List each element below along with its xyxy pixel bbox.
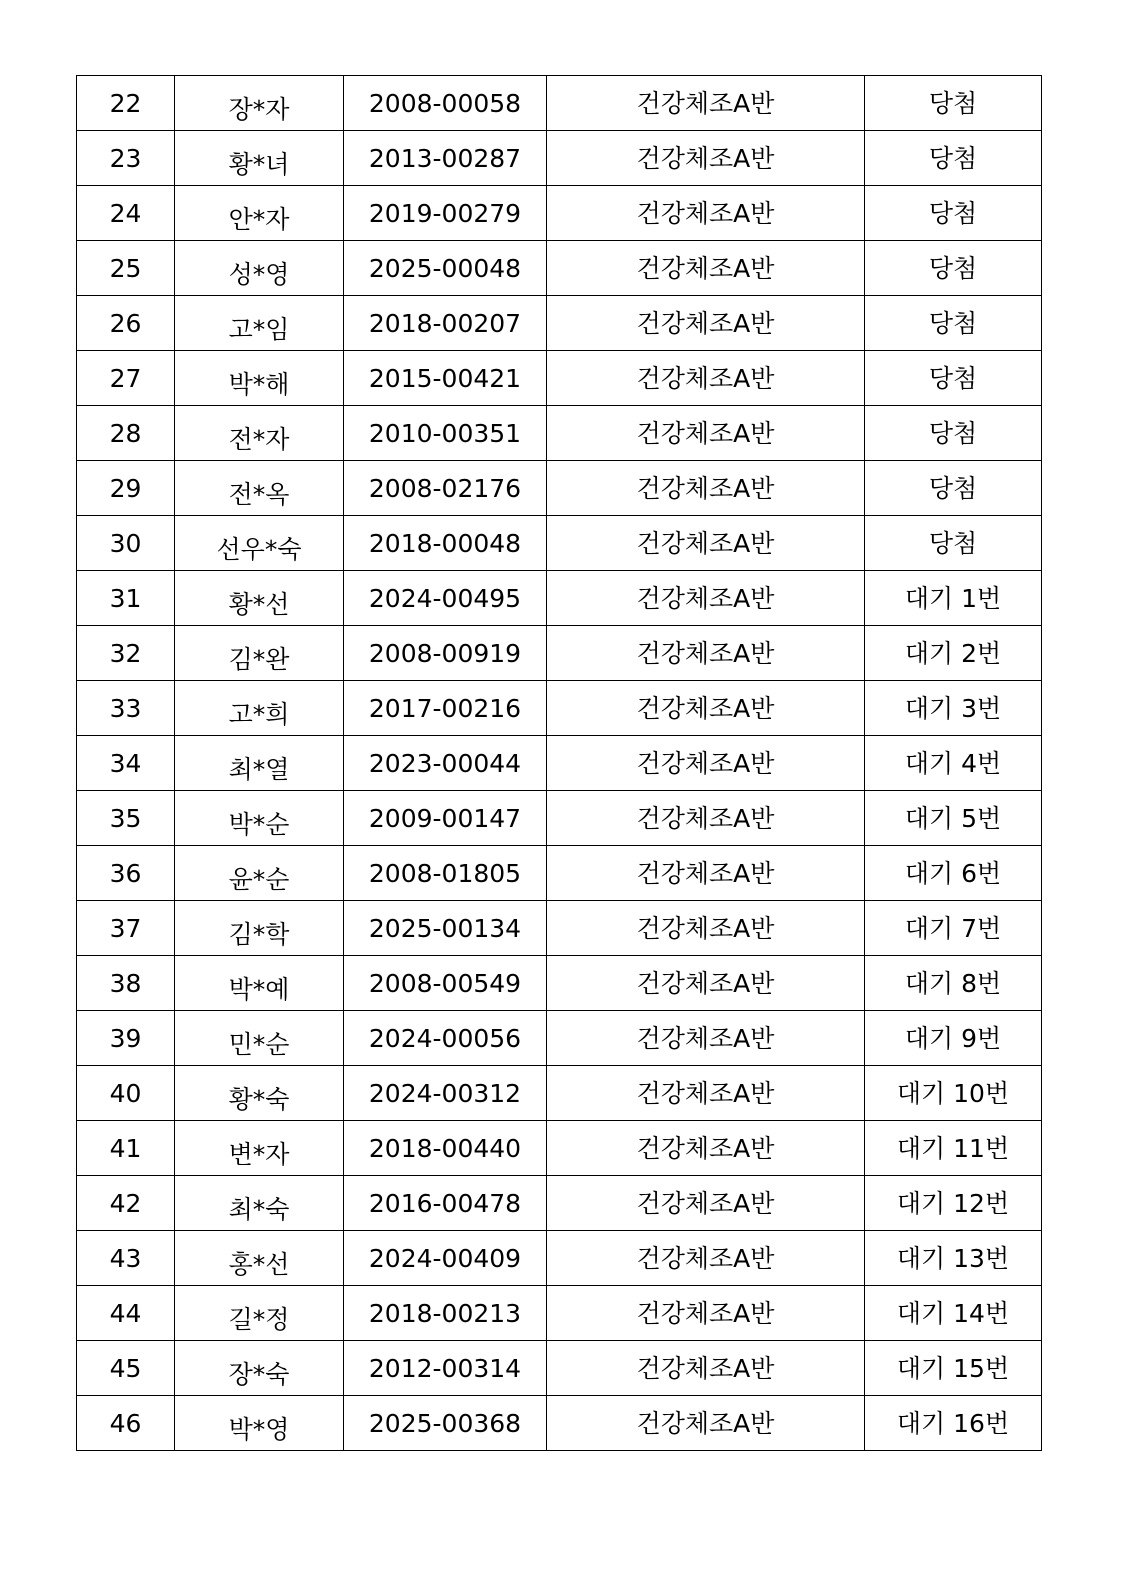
row-number-cell: 43 — [77, 1231, 175, 1286]
member-id-cell: 2018-00440 — [344, 1121, 547, 1176]
class-name-cell: 건강체조A반 — [547, 736, 865, 791]
member-name-text: 홍*선 — [228, 1249, 290, 1279]
member-name-text: 성*영 — [228, 259, 290, 289]
row-number-cell: 34 — [77, 736, 175, 791]
member-name-cell — [175, 681, 344, 736]
row-number-cell: 24 — [77, 186, 175, 241]
member-name-cell — [175, 1011, 344, 1066]
table-row — [77, 956, 1042, 1011]
table-row — [77, 846, 1042, 901]
class-name-cell: 건강체조A반 — [547, 791, 865, 846]
table-row — [77, 681, 1042, 736]
member-id-cell: 2018-00207 — [344, 296, 547, 351]
member-name-cell — [175, 241, 344, 296]
member-name-text: 변*자 — [228, 1139, 290, 1169]
table-row — [77, 1341, 1042, 1396]
member-name-text: 윤*순 — [228, 864, 290, 894]
class-name-cell: 건강체조A반 — [547, 681, 865, 736]
member-name-text: 안*자 — [228, 204, 290, 234]
member-name-text: 장*자 — [228, 94, 290, 124]
class-name-cell: 건강체조A반 — [547, 1176, 865, 1231]
member-id-cell: 2008-00549 — [344, 956, 547, 1011]
table-row — [77, 1231, 1042, 1286]
table-row — [77, 1011, 1042, 1066]
member-id-cell: 2025-00134 — [344, 901, 547, 956]
member-name-cell — [175, 846, 344, 901]
row-number-cell: 33 — [77, 681, 175, 736]
row-number-cell: 46 — [77, 1396, 175, 1451]
class-name-cell: 건강체조A반 — [547, 351, 865, 406]
member-name-cell — [175, 461, 344, 516]
member-name-cell — [175, 76, 344, 131]
member-id-cell: 2025-00048 — [344, 241, 547, 296]
member-name-text: 황*숙 — [228, 1084, 290, 1114]
lottery-result-cell: 대기 1번 — [865, 571, 1042, 626]
class-name-cell: 건강체조A반 — [547, 626, 865, 681]
member-id-cell: 2008-00058 — [344, 76, 547, 131]
member-name-text: 최*열 — [228, 754, 290, 784]
lottery-result-cell: 대기 2번 — [865, 626, 1042, 681]
row-number-cell: 42 — [77, 1176, 175, 1231]
row-number-cell: 39 — [77, 1011, 175, 1066]
class-name-cell: 건강체조A반 — [547, 901, 865, 956]
table-row — [77, 1286, 1042, 1341]
lottery-result-cell: 당첨 — [865, 351, 1042, 406]
member-name-text: 박*해 — [228, 369, 290, 399]
member-id-cell: 2024-00409 — [344, 1231, 547, 1286]
member-id-cell: 2017-00216 — [344, 681, 547, 736]
lottery-result-cell: 대기 15번 — [865, 1341, 1042, 1396]
member-id-cell: 2016-00478 — [344, 1176, 547, 1231]
member-name-cell — [175, 351, 344, 406]
member-name-text: 김*완 — [228, 644, 290, 674]
member-name-cell — [175, 186, 344, 241]
member-name-text: 전*옥 — [228, 479, 290, 509]
table-row — [77, 296, 1042, 351]
table-body — [77, 76, 1042, 1451]
member-id-cell: 2012-00314 — [344, 1341, 547, 1396]
member-id-cell: 2018-00048 — [344, 516, 547, 571]
row-number-cell: 22 — [77, 76, 175, 131]
member-id-cell: 2008-01805 — [344, 846, 547, 901]
member-id-cell: 2024-00495 — [344, 571, 547, 626]
row-number-cell: 31 — [77, 571, 175, 626]
lottery-result-cell: 대기 16번 — [865, 1396, 1042, 1451]
table-row — [77, 901, 1042, 956]
member-name-text: 최*숙 — [228, 1194, 290, 1224]
class-name-cell: 건강체조A반 — [547, 516, 865, 571]
class-name-cell: 건강체조A반 — [547, 461, 865, 516]
row-number-cell: 36 — [77, 846, 175, 901]
row-number-cell: 32 — [77, 626, 175, 681]
member-name-cell — [175, 736, 344, 791]
member-name-cell — [175, 1341, 344, 1396]
class-name-cell: 건강체조A반 — [547, 1066, 865, 1121]
member-id-cell: 2009-00147 — [344, 791, 547, 846]
row-number-cell: 41 — [77, 1121, 175, 1176]
lottery-result-cell: 대기 9번 — [865, 1011, 1042, 1066]
table-row — [77, 461, 1042, 516]
member-id-cell: 2019-00279 — [344, 186, 547, 241]
table-row — [77, 76, 1042, 131]
lottery-result-cell: 대기 4번 — [865, 736, 1042, 791]
member-id-cell: 2010-00351 — [344, 406, 547, 461]
table-row — [77, 351, 1042, 406]
table-row — [77, 1396, 1042, 1451]
member-name-cell — [175, 901, 344, 956]
lottery-result-cell: 대기 5번 — [865, 791, 1042, 846]
member-name-text: 황*녀 — [228, 149, 290, 179]
class-name-cell: 건강체조A반 — [547, 296, 865, 351]
lottery-result-cell: 대기 11번 — [865, 1121, 1042, 1176]
class-name-cell: 건강체조A반 — [547, 76, 865, 131]
class-name-cell: 건강체조A반 — [547, 131, 865, 186]
row-number-cell: 27 — [77, 351, 175, 406]
lottery-result-cell: 대기 10번 — [865, 1066, 1042, 1121]
member-name-cell — [175, 626, 344, 681]
member-name-cell — [175, 516, 344, 571]
member-name-text: 김*학 — [228, 919, 290, 949]
lottery-result-cell: 당첨 — [865, 131, 1042, 186]
class-name-cell: 건강체조A반 — [547, 1231, 865, 1286]
lottery-result-cell: 당첨 — [865, 296, 1042, 351]
class-name-cell: 건강체조A반 — [547, 1121, 865, 1176]
table-row — [77, 1066, 1042, 1121]
member-id-cell: 2008-00919 — [344, 626, 547, 681]
member-name-cell — [175, 1286, 344, 1341]
lottery-result-cell: 당첨 — [865, 461, 1042, 516]
row-number-cell: 28 — [77, 406, 175, 461]
row-number-cell: 37 — [77, 901, 175, 956]
table-row — [77, 571, 1042, 626]
class-name-cell: 건강체조A반 — [547, 571, 865, 626]
lottery-result-table — [76, 75, 1042, 1451]
table-row — [77, 736, 1042, 791]
member-name-cell — [175, 1176, 344, 1231]
member-name-cell — [175, 1121, 344, 1176]
class-name-cell: 건강체조A반 — [547, 186, 865, 241]
lottery-result-cell: 당첨 — [865, 76, 1042, 131]
member-name-cell — [175, 1066, 344, 1121]
member-name-text: 박*예 — [228, 974, 290, 1004]
table-row — [77, 186, 1042, 241]
member-name-text: 황*선 — [228, 589, 290, 619]
class-name-cell: 건강체조A반 — [547, 1011, 865, 1066]
lottery-result-cell: 당첨 — [865, 516, 1042, 571]
table-row — [77, 626, 1042, 681]
class-name-cell: 건강체조A반 — [547, 956, 865, 1011]
row-number-cell: 35 — [77, 791, 175, 846]
member-name-cell — [175, 296, 344, 351]
member-id-cell: 2025-00368 — [344, 1396, 547, 1451]
member-id-cell: 2008-02176 — [344, 461, 547, 516]
row-number-cell: 26 — [77, 296, 175, 351]
lottery-result-cell: 대기 8번 — [865, 956, 1042, 1011]
table-row — [77, 131, 1042, 186]
member-name-text: 민*순 — [228, 1029, 290, 1059]
lottery-result-cell: 대기 14번 — [865, 1286, 1042, 1341]
member-id-cell: 2013-00287 — [344, 131, 547, 186]
row-number-cell: 29 — [77, 461, 175, 516]
member-name-cell — [175, 1396, 344, 1451]
member-name-cell — [175, 571, 344, 626]
member-name-cell — [175, 791, 344, 846]
member-id-cell: 2024-00312 — [344, 1066, 547, 1121]
member-name-text: 박*영 — [228, 1414, 290, 1444]
lottery-result-cell: 대기 3번 — [865, 681, 1042, 736]
lottery-result-cell: 대기 12번 — [865, 1176, 1042, 1231]
row-number-cell: 30 — [77, 516, 175, 571]
lottery-result-cell: 당첨 — [865, 241, 1042, 296]
class-name-cell: 건강체조A반 — [547, 1396, 865, 1451]
row-number-cell: 38 — [77, 956, 175, 1011]
class-name-cell: 건강체조A반 — [547, 406, 865, 461]
member-name-text: 선우*숙 — [216, 534, 302, 564]
member-id-cell: 2015-00421 — [344, 351, 547, 406]
member-name-cell — [175, 131, 344, 186]
row-number-cell: 23 — [77, 131, 175, 186]
member-name-cell — [175, 406, 344, 461]
member-name-text: 장*숙 — [228, 1359, 290, 1389]
member-id-cell: 2024-00056 — [344, 1011, 547, 1066]
class-name-cell: 건강체조A반 — [547, 1341, 865, 1396]
class-name-cell: 건강체조A반 — [547, 1286, 865, 1341]
lottery-result-cell: 당첨 — [865, 186, 1042, 241]
member-name-cell — [175, 956, 344, 1011]
table-row — [77, 1176, 1042, 1231]
table-row — [77, 241, 1042, 296]
member-name-text: 전*자 — [228, 424, 290, 454]
lottery-result-cell: 대기 6번 — [865, 846, 1042, 901]
member-name-cell — [175, 1231, 344, 1286]
lottery-result-cell: 당첨 — [865, 406, 1042, 461]
member-name-text: 고*희 — [228, 699, 290, 729]
row-number-cell: 40 — [77, 1066, 175, 1121]
row-number-cell: 44 — [77, 1286, 175, 1341]
lottery-result-cell: 대기 7번 — [865, 901, 1042, 956]
class-name-cell: 건강체조A반 — [547, 241, 865, 296]
row-number-cell: 25 — [77, 241, 175, 296]
table-row — [77, 1121, 1042, 1176]
row-number-cell: 45 — [77, 1341, 175, 1396]
member-id-cell: 2023-00044 — [344, 736, 547, 791]
class-name-cell: 건강체조A반 — [547, 846, 865, 901]
table-row — [77, 791, 1042, 846]
member-id-cell: 2018-00213 — [344, 1286, 547, 1341]
table-row — [77, 406, 1042, 461]
member-name-text: 길*정 — [228, 1304, 290, 1334]
table-row — [77, 516, 1042, 571]
member-name-text: 박*순 — [228, 809, 290, 839]
lottery-result-cell: 대기 13번 — [865, 1231, 1042, 1286]
member-name-text: 고*임 — [228, 314, 290, 344]
